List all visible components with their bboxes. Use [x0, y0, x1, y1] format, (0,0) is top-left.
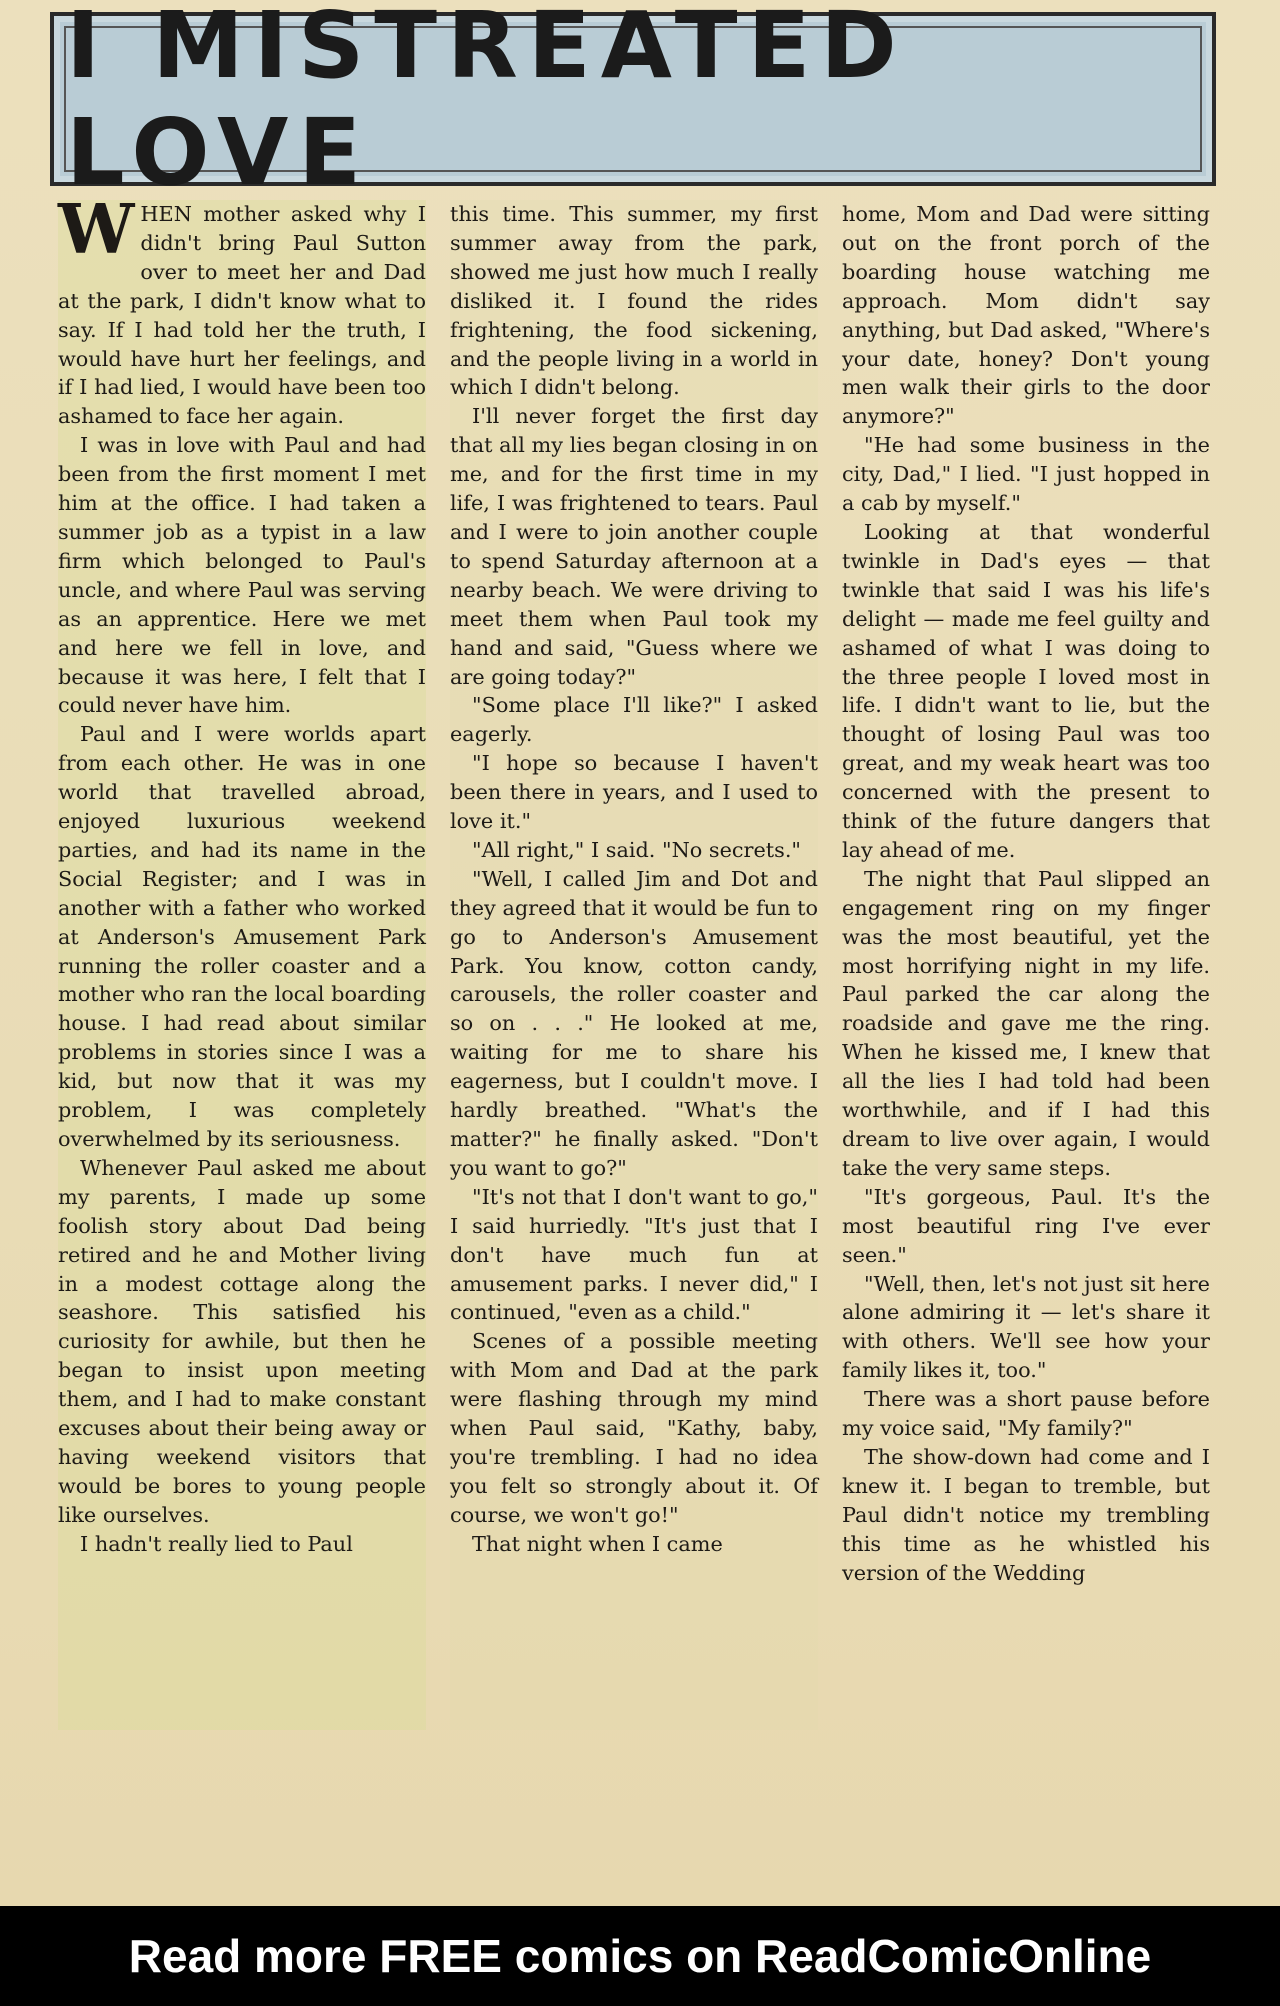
- paragraph: I hadn't really lied to Paul: [80, 1531, 353, 1556]
- paragraph: That night when I came: [472, 1531, 723, 1556]
- text-column-3: [842, 200, 1210, 1730]
- paragraph: There was a short pause before my voice said, "My family?": [842, 1387, 1210, 1441]
- paragraph: Scenes of a possible meeting with Mom and Dad at the park were flashing through my mind when Paul said, "Kathy, baby, you're trembling. I had no idea you felt so strongly about it. Of course, we won't go!": [450, 1329, 818, 1527]
- paragraph: I'll never forget the first day that all my lies began closing in on me, and for the first time in my life, I was frightened to tears. Paul and I were to join another couple to spend Saturday afternoon at a nearby beach. We were driving to meet them when Paul took my hand and said, "Guess where we are going today?": [450, 404, 818, 689]
- story-title: I MISTREATED LOVE: [66, 0, 907, 206]
- paragraph: Paul and I were worlds apart from each other. He was in one world that travelled abroad, enjoyed luxurious weekend parties, and had its name in the Social Register; and I was in another with a father who worked at Anderson's Amusement Park running the roller coaster and a mother who ran the local boarding house. I had read about similar problems in stories since I was a kid, but now that it was my problem, I was completely overwhelmed by its seriousness.: [58, 722, 426, 1151]
- promo-footer-bar[interactable]: [0, 1906, 1280, 2006]
- title-banner-inner: [64, 0, 1202, 206]
- title-banner: [50, 0, 1216, 206]
- paragraph: "It's not that I don't want to go," I said hurriedly. "It's just that I don't have much fun at amusement parks. I never did," I continued, "even as a child.": [450, 1184, 818, 1325]
- text-column-1: [58, 190, 426, 1730]
- paragraph: Whenever Paul asked me about my parents, I made up some foolish story about Dad being retired and he and Mother living in a modest cottage along the seashore. This satisfied his curiosity for awhile, but then he began to insist upon meeting them, and I had to make constant excuses about their being away or having weekend visitors that would be bores to young people like ourselves.: [58, 1155, 426, 1527]
- paragraph: WHEN mother asked why I didn't bring Paul Sutton over to meet her and Dad at the park, I didn't know what to say. If I had told her the truth, I would have hurt her feelings, and if I had lied, I would have been too ashamed to face her again.: [58, 190, 426, 429]
- promo-link[interactable]: Read more FREE comics on ReadComicOnline: [128, 1930, 1152, 1982]
- paragraph: "All right," I said. "No secrets.": [472, 837, 802, 862]
- paragraph: "He had some business in the city, Dad," I lied. "I just hopped in a cab by myself.": [842, 433, 1210, 516]
- paragraph: "Well, then, let's not just sit here alone admiring it — let's share it with others. We'll see how your family likes it, too.": [842, 1271, 1210, 1383]
- paragraph: "Well, I called Jim and Dot and they agreed that it would be fun to go to Anderson's Amusement Park. You know, cotton candy, carousels, the roller coaster and so on . . ." He looked at me, waiting for me to share his eagerness, but I couldn't move. I hardly breathed. "What's the matter?" he finally asked. "Don't you want to go?": [450, 866, 818, 1180]
- drop-cap: W: [58, 190, 135, 270]
- paragraph: "Some place I'll like?" I asked eagerly.: [450, 693, 818, 747]
- paragraph: The show-down had come and I knew it. I began to tremble, but Paul didn't notice my trembling this time as he whistled his version of the Wedding: [842, 1444, 1210, 1585]
- paragraph: "It's gorgeous, Paul. It's the most beautiful ring I've ever seen.": [842, 1184, 1210, 1267]
- paragraph: this time. This summer, my first summer away from the park, showed me just how much I really disliked it. I found the rides frightening, the food sickening, and the people living in a world in which I didn't belong.: [450, 202, 818, 400]
- text-column-2: [450, 200, 818, 1730]
- story-columns: [58, 190, 1210, 1730]
- paragraph: I was in love with Paul and had been from the first moment I met him at the office. I had taken a summer job as a typist in a law firm which belonged to Paul's uncle, and where Paul was serving as an apprentice. Here we met and here we fell in love, and because it was here, I felt that I could never have him.: [58, 433, 426, 718]
- paragraph: The night that Paul slipped an engagement ring on my finger was the most beautiful, yet the most horrifying night in my life. Paul parked the car along the roadside and gave me the ring. When he kissed me, I knew that all the lies I had told had been worthwhile, and if I had this dream to live over again, I would take the very same steps.: [842, 866, 1210, 1180]
- paragraph: "I hope so because I haven't been there in years, and I used to love it.": [450, 751, 818, 834]
- paragraph: Looking at that wonderful twinkle in Dad's eyes — that twinkle that said I was his life's delight — made me feel guilty and ashamed of what I was doing to the three people I loved most in life. I didn't want to lie, but the thought of losing Paul was too great, and my weak heart was too concerned with the present to think of the future dangers that lay ahead of me.: [842, 519, 1210, 862]
- paragraph: home, Mom and Dad were sitting out on the front porch of the boarding house watching me approach. Mom didn't say anything, but Dad asked, "Where's your date, honey? Don't young men walk their girls to the door anymore?": [842, 202, 1210, 429]
